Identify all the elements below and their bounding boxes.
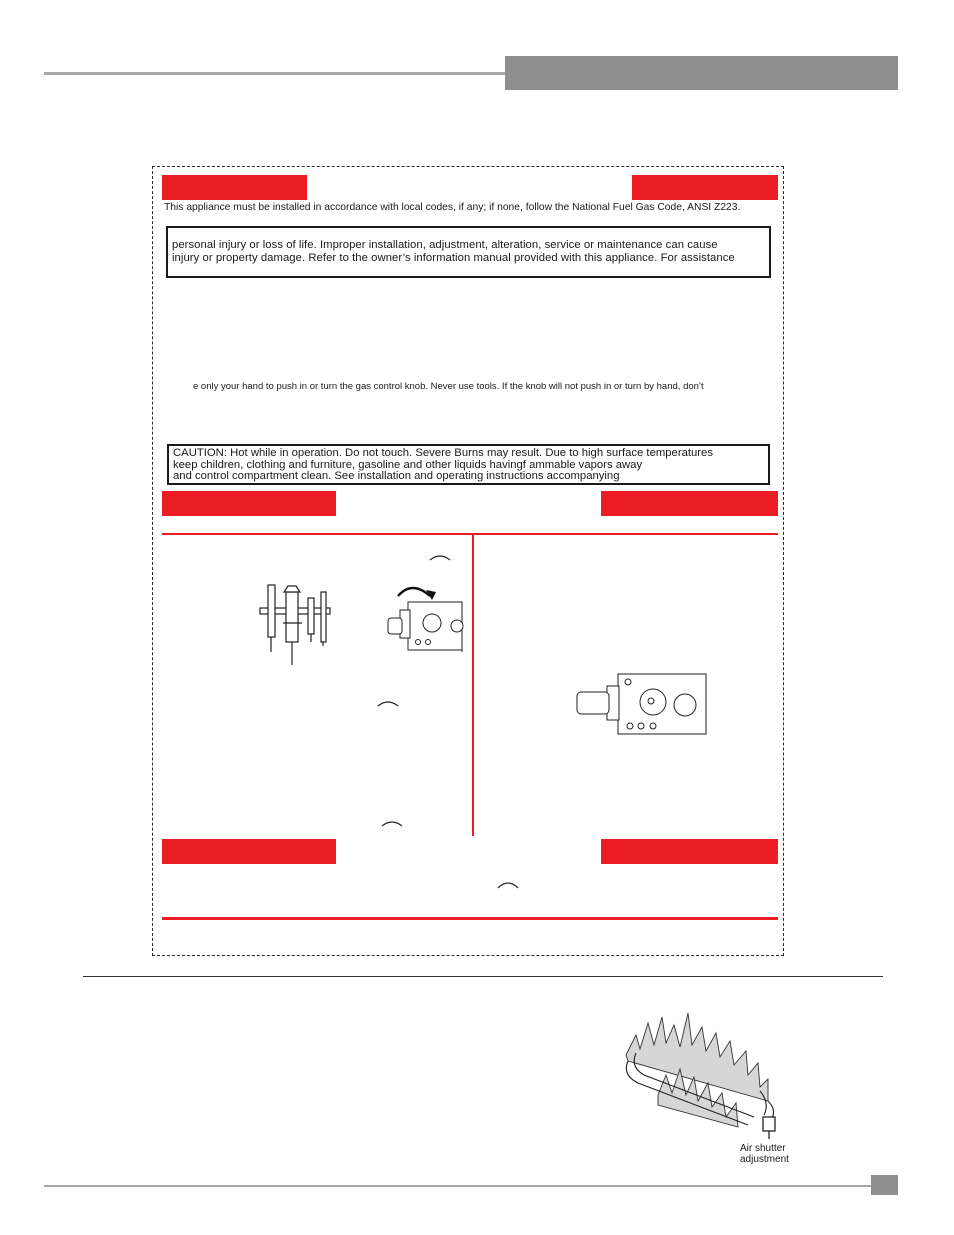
shutoff-divider (162, 917, 778, 920)
footer-page-tab (871, 1175, 898, 1195)
burner-flame-figure (618, 1005, 793, 1155)
header-rule (44, 72, 506, 75)
warning-line-1: personal injury or loss of life. Improper installation, adjustment, alteration, service or maintenance can cause (172, 239, 718, 251)
hand-instruction: e only your hand to push in or turn the gas control knob. Never use tools. If the knob will not push in or turn by hand, don’t (193, 381, 704, 392)
red-title-bar-left (162, 175, 307, 200)
air-shutter-label-line-2: adjustment (740, 1154, 789, 1165)
section-separator (83, 976, 883, 977)
pilot-and-valve-diagram (160, 540, 472, 830)
air-shutter-label (740, 1143, 789, 1165)
install-notice: This appliance must be installed in accordance with local codes, if any; if none, follow the National Fuel Gas Code, ANSI Z223. (164, 202, 741, 213)
air-shutter-label-line-1: Air shutter (740, 1143, 786, 1154)
header-tab (505, 56, 898, 90)
warning-box (166, 226, 771, 278)
turn-arrow-icon (496, 876, 520, 890)
lighting-bar-right (601, 491, 778, 516)
shutoff-bar-right (601, 839, 778, 864)
warning-line-2: injury or property damage. Refer to the owner’s information manual provided with this appliance. For assistance (172, 252, 735, 264)
caution-line-3: and control compartment clean. See installation and operating instructions accompanying (173, 470, 620, 482)
caution-line-1: CAUTION: Hot while in operation. Do not touch. Severe Burns may result. Due to high surface temperatures (173, 447, 713, 459)
caution-line-2: keep children, clothing and furniture, gasoline and other liquids havingf ammable vapors away (173, 458, 643, 471)
column-divider (472, 534, 474, 836)
lighting-bar-left (162, 491, 336, 516)
red-title-bar-right (632, 175, 778, 200)
gas-valve-diagram (573, 670, 708, 740)
caution-box (167, 444, 770, 485)
shutoff-bar-left (162, 839, 336, 864)
footer-rule (44, 1185, 876, 1187)
lighting-divider (162, 533, 778, 535)
